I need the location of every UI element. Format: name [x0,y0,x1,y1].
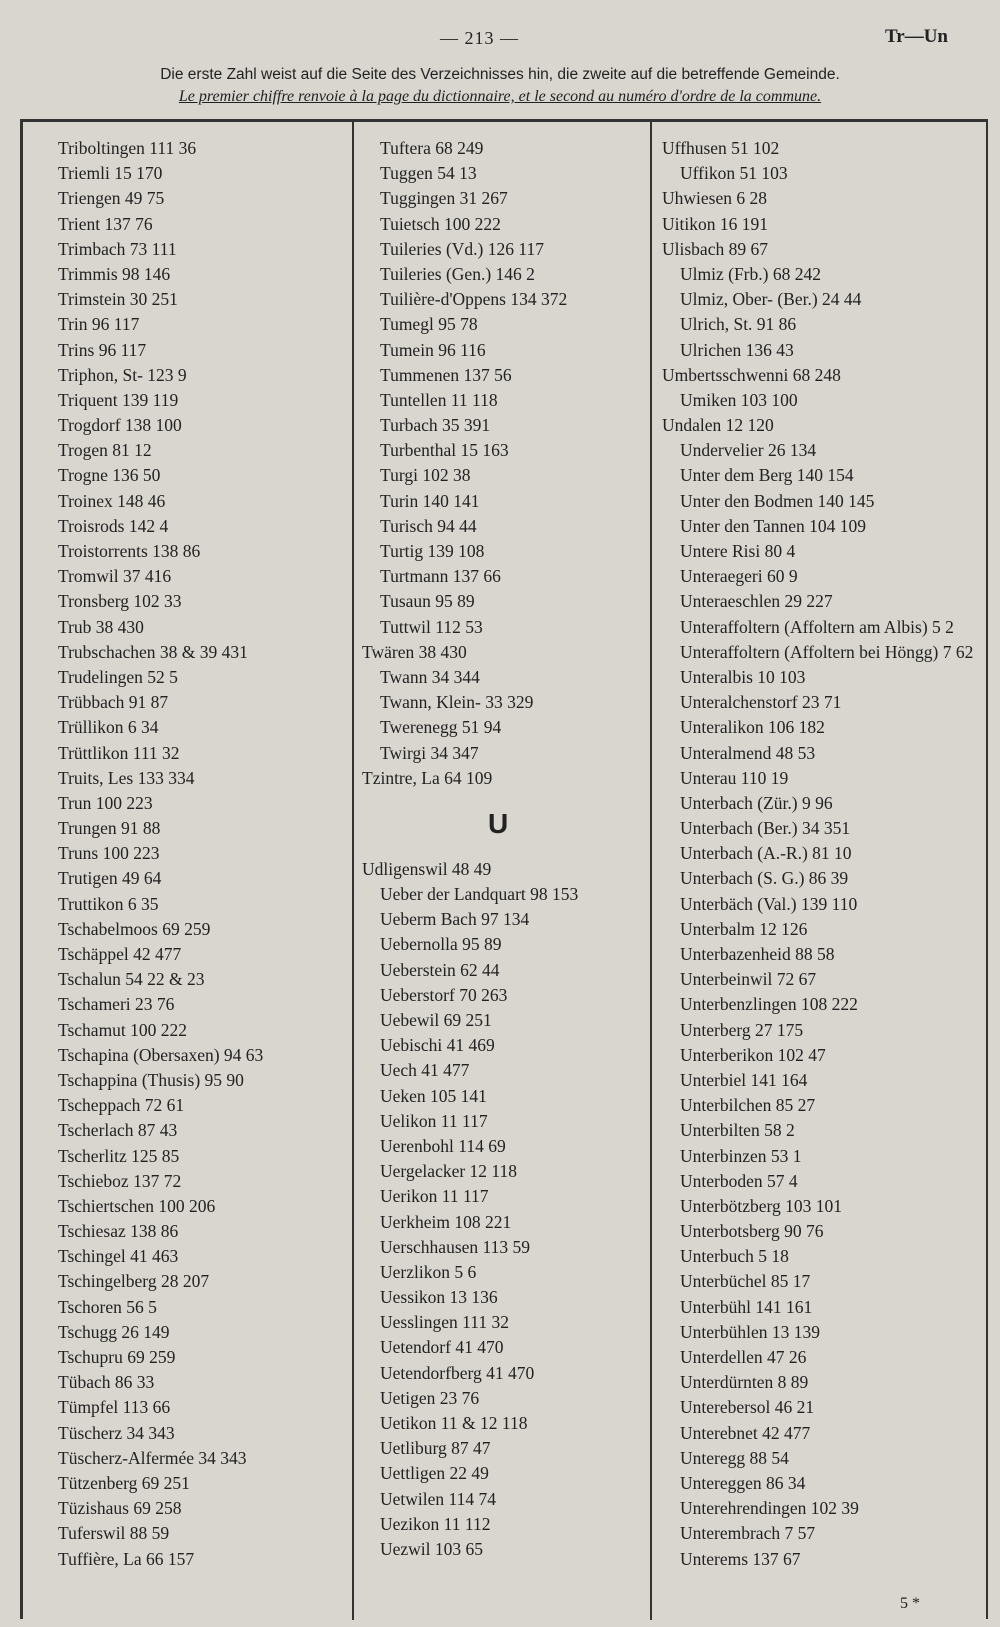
index-entry: Trin 96 117 [58,314,140,335]
index-entry: Uettligen 22 49 [380,1463,489,1484]
index-entry: Uetikon 11 & 12 118 [380,1413,528,1433]
index-entry: Tümpfel 113 66 [58,1397,171,1418]
index-entry: Uezwil 103 65 [380,1538,484,1559]
index-entry: Uetendorf 41 470 [380,1337,504,1358]
index-entry: Unterebersol 46 21 [680,1397,815,1418]
index-entry: Tronsberg 102 33 [58,591,182,612]
index-entry: Tützenberg 69 251 [58,1472,190,1493]
index-entry: Troisrods 142 4 [58,515,169,536]
index-entry: Uebewil 69 251 [380,1010,492,1030]
index-entry: Unterbach (S. G.) 86 39 [680,868,849,889]
index-entry: Tuggen 54 13 [380,163,477,184]
index-entry: Undervelier 26 134 [680,440,817,461]
index-entry: Tromwil 37 416 [58,566,172,587]
index-entry: Unteralbis 10 103 [680,666,806,687]
index-entry: Unteraegeri 60 9 [680,566,798,587]
index-entry: Tuileries (Vd.) 126 117 [380,238,544,259]
index-entry: Uitikon 16 191 [662,213,768,234]
index-entry: Unterehrendingen 102 39 [680,1498,859,1519]
index-entry: Triphon, St- 123 9 [58,364,187,385]
index-entry: Uesslingen 111 32 [380,1312,509,1333]
index-entry: Unterau 110 19 [680,767,789,788]
index-entry: Tschäppel 42 477 [58,944,182,964]
index-entry: Ueberm Bach 97 134 [380,909,530,930]
index-entry: Unter den Bodmen 140 145 [680,490,875,511]
index-entry: Uetliburg 87 47 [380,1438,491,1459]
index-entry: Turbach 35 391 [380,415,491,436]
index-entry: Tschieboz 137 72 [58,1170,182,1191]
index-entry: Unterbotsberg 90 76 [680,1221,824,1242]
index-entry: Tschapina (Obersaxen) 94 63 [58,1044,264,1065]
index-entry: Unterbilten 58 2 [680,1120,795,1141]
index-entry: Trimstein 30 251 [58,289,178,310]
index-entry: Tscherlitz 125 85 [58,1145,180,1166]
index-entry: Unterboden 57 4 [680,1170,798,1191]
intro-french [0,88,1000,106]
index-entry: Unterbinzen 53 1 [680,1145,802,1166]
index-entry: Twerenegg 51 94 [380,717,502,738]
index-entry: Trüllikon 6 34 [58,717,159,738]
index-entry: Trogen 81 12 [58,440,152,461]
index-entry: Ueberstein 62 44 [380,959,500,980]
index-entry: Unterbuch 5 18 [680,1246,789,1267]
index-entry: Tüscherz 34 343 [58,1422,175,1443]
index-entry: Tüzishaus 69 258 [58,1498,182,1519]
index-entry: Unterbilchen 85 27 [680,1095,816,1116]
column-divider [650,122,652,1620]
index-entry: Trungen 91 88 [58,818,161,839]
index-entry: Twann 34 344 [380,666,480,687]
index-entry: Uffikon 51 103 [680,163,788,184]
index-entry: Trimbach 73 111 [58,238,177,259]
index-entry: Trub 38 430 [58,616,144,637]
index-entry: Unterembrach 7 57 [680,1523,816,1544]
index-entry: Unterberg 27 175 [680,1019,804,1040]
index-entry: Uhwiesen 6 28 [662,188,767,209]
index-entry: Tuileries (Gen.) 146 2 [380,263,535,284]
index-entry: Triemli 15 170 [58,163,163,184]
index-entry: Trutigen 49 64 [58,868,162,889]
index-entry: Unterbenzlingen 108 222 [680,994,858,1015]
index-entry: Ueken 105 141 [380,1085,487,1106]
index-entry: Uetendorfberg 41 470 [380,1362,535,1383]
index-entry: Trient 137 76 [58,213,153,234]
index-entry: Unterbeinwil 72 67 [680,969,817,990]
index-entry: Tuntellen 11 118 [380,389,498,410]
index-entry: Uerzlikon 5 6 [380,1261,477,1282]
index-entry: Triquent 139 119 [58,389,179,410]
index-entry: Tscherlach 87 43 [58,1120,178,1141]
index-entry: Tuietsch 100 222 [380,213,501,234]
index-entry: Tzintre, La 64 109 [362,767,493,788]
index-entry: Ueberstorf 70 263 [380,984,508,1005]
index-entry: Unteraffoltern (Affoltern bei Höngg) 7 62 [680,641,974,662]
index-entry: Truns 100 223 [58,843,160,864]
index-entry: Ulmiz (Frb.) 68 242 [680,263,821,284]
index-entry: Trun 100 223 [58,792,153,813]
index-entry: Tummenen 137 56 [380,364,512,385]
index-entry: Truits, Les 133 334 [58,767,195,788]
intro-french-text: Le premier chiffre renvoie à la page du dictionnaire, et le second au numéro d'ordre de la commune. [178,88,822,105]
index-entry: Tschameri 23 76 [58,994,175,1015]
index-entry: Tschabelmoos 69 259 [58,918,211,939]
index-entry: Trudelingen 52 5 [58,666,178,687]
index-entry: Tuferswil 88 59 [58,1523,170,1544]
index-entry: Trogdorf 138 100 [58,415,182,436]
index-entry: Ulrich, St. 91 86 [680,314,797,335]
index-entry: Tuffière, La 66 157 [58,1548,195,1569]
index-entry: Tschupru 69 259 [58,1347,176,1367]
index-entry: Untere Risi 80 4 [680,541,796,561]
index-entry: Turin 140 141 [380,490,480,511]
index-entry: Ulisbach 89 67 [662,238,768,259]
index-entry: Uebernolla 95 89 [380,934,502,955]
index-entry: Unterbach (Ber.) 34 351 [680,818,851,839]
index-entry: Untereggen 86 34 [680,1472,806,1493]
signature-mark: 5 * [900,1595,920,1612]
index-entry: Uetwilen 114 74 [380,1488,496,1509]
index-entry: Tumegl 95 78 [380,314,478,335]
index-entry: Tscheppach 72 61 [58,1095,185,1116]
index-entry: Trüttlikon 111 32 [58,742,180,763]
index-entry: Unter den Tannen 104 109 [680,515,867,536]
index-entry: Ulrichen 136 43 [680,339,794,360]
index-entry: Unteralmend 48 53 [680,742,816,763]
index-entry: Uebischi 41 469 [380,1035,495,1056]
index-entry: Unterbäch (Val.) 139 110 [680,893,858,914]
index-entry: Twirgi 34 347 [380,742,479,763]
index-entry: Tuilière-d'Oppens 134 372 [380,289,568,310]
index-entry: Unterebnet 42 477 [680,1422,811,1443]
index-entry: Unterdürnten 8 89 [680,1372,809,1393]
index-entry: Tschappina (Thusis) 95 90 [58,1069,244,1090]
index-entry: Trubschachen 38 & 39 431 [58,641,248,662]
index-entry: Unterdellen 47 26 [680,1347,807,1367]
index-entry: Uerschhausen 113 59 [380,1236,531,1257]
column-divider [352,122,354,1620]
index-entry: Unterbühlen 13 139 [680,1321,820,1342]
index-column-1 [58,136,348,1572]
index-entry: Unter dem Berg 140 154 [680,465,854,486]
index-entry: Turisch 94 44 [380,515,477,536]
index-entry: Uelikon 11 117 [380,1110,488,1131]
index-entry: Umbertsschwenni 68 248 [662,364,841,385]
index-entry: Tschamut 100 222 [58,1019,188,1040]
index-entry: Unterbach (Zür.) 9 96 [680,792,833,813]
index-entry: Tuggingen 31 267 [380,188,508,209]
index-entry: Turbenthal 15 163 [380,440,509,461]
index-entry: Trins 96 117 [58,339,147,360]
index-entry: Tübach 86 33 [58,1372,155,1393]
index-entry: Unterbiel 141 164 [680,1069,808,1090]
index-entry: Uergelacker 12 118 [380,1161,518,1182]
index-entry: Tschugg 26 149 [58,1321,170,1342]
index-entry: Uech 41 477 [380,1060,470,1081]
index-entry: Turgi 102 38 [380,465,471,486]
index-entry: Umiken 103 100 [680,389,798,410]
index-entry: Triengen 49 75 [58,188,165,209]
index-entry: Udligenswil 48 49 [362,858,492,879]
index-entry: Turtmann 137 66 [380,566,501,587]
index-entry: Twären 38 430 [362,641,467,662]
index-entry: Turtig 139 108 [380,541,485,561]
index-entry: Unteralikon 106 182 [680,717,825,738]
index-entry: Uerenbohl 114 69 [380,1135,506,1156]
index-entry: Tusaun 95 89 [380,591,475,612]
index-entry: Uerikon 11 117 [380,1186,489,1207]
index-entry: Unteraffoltern (Affoltern am Albis) 5 2 [680,616,954,637]
index-entry: Ueber der Landquart 98 153 [380,884,579,905]
index-entry: Tschoren 56 5 [58,1296,157,1317]
index-entry: Unteraeschlen 29 227 [680,591,833,612]
page-header [0,24,1000,54]
index-entry: Trübbach 91 87 [58,692,169,713]
index-entry: Unterbazenheid 88 58 [680,944,835,964]
index-entry: Triboltingen 111 36 [58,138,197,158]
index-entry: Uezikon 11 112 [380,1513,491,1534]
index-entry: Troinex 148 46 [58,490,166,511]
index-entry: Trimmis 98 146 [58,263,171,284]
index-entry: Tschiesaz 138 86 [58,1221,179,1242]
index-entry: Unterbühl 141 161 [680,1296,813,1317]
index-entry: Uetigen 23 76 [380,1387,480,1408]
page-number: — 213 — [440,28,519,48]
index-entry: Tumein 96 116 [380,339,486,360]
index-entry: Tschingelberg 28 207 [58,1271,210,1292]
index-entry: Uffhusen 51 102 [662,138,780,158]
index-entry: Unterberikon 102 47 [680,1044,826,1065]
index-entry: Unterbalm 12 126 [680,918,808,939]
index-entry: Unterbach (A.-R.) 81 10 [680,843,852,864]
index-entry: Truttikon 6 35 [58,893,159,914]
index-entry: Troistorrents 138 86 [58,541,201,561]
index-entry: Tschalun 54 22 & 23 [58,969,205,990]
index-column-2 [362,136,648,1562]
index-entry: Uessikon 13 136 [380,1287,498,1308]
alphabetical-range: Tr—Un [885,26,948,47]
index-entry: Unterbötzberg 103 101 [680,1195,843,1216]
index-entry: Tüscherz-Alfermée 34 343 [58,1447,247,1468]
index-entry: Ulmiz, Ober- (Ber.) 24 44 [680,289,862,310]
index-entry: Twann, Klein- 33 329 [380,692,534,713]
index-entry: Tuttwil 112 53 [380,616,483,637]
index-entry: Uerkheim 108 221 [380,1211,512,1232]
index-entry: Undalen 12 120 [662,415,774,436]
intro-german: Die erste Zahl weist auf die Seite des Verzeichnisses hin, die zweite auf die betreffende Gemeinde. [160,66,840,83]
index-entry: Tuftera 68 249 [380,138,484,158]
index-entry: Unteregg 88 54 [680,1447,789,1468]
index-entry: Trogne 136 50 [58,465,161,486]
index-entry: Tschingel 41 463 [58,1246,179,1267]
index-entry: Unteralchenstorf 23 71 [680,692,842,713]
index-entry: Unterems 137 67 [680,1548,801,1569]
section-letter-heading: U [488,807,509,839]
index-entry: Unterbüchel 85 17 [680,1271,811,1292]
index-column-3 [662,136,982,1572]
index-entry: Tschiertschen 100 206 [58,1195,216,1216]
